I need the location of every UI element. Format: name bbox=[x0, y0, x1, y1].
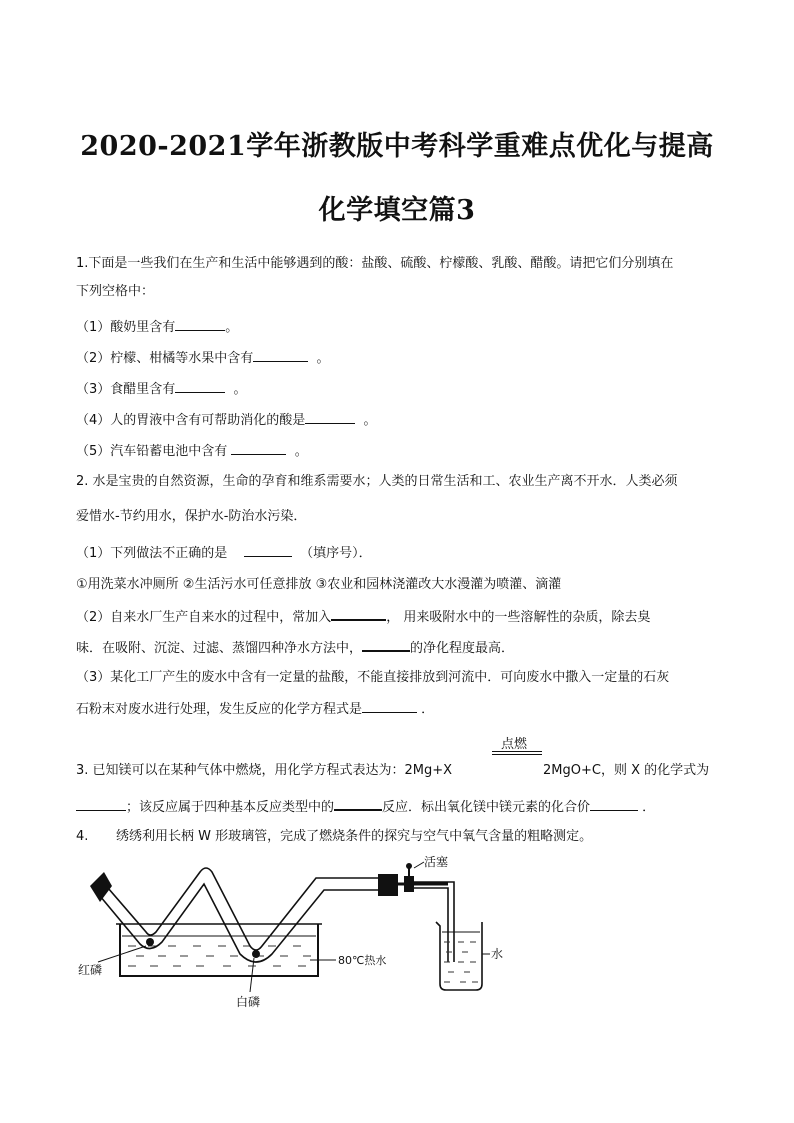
q1-item-2: （2）柠檬、柑橘等水果中含有 。 bbox=[76, 351, 330, 366]
q3-product: 2MgO+C，则 X 的化学式为 bbox=[543, 763, 710, 778]
q4-number: 4. bbox=[76, 829, 89, 844]
answer-blank[interactable] bbox=[175, 318, 225, 331]
q2-part-3-cont: 石粉末对废水进行处理，发生反应的化学方程式是 ． bbox=[76, 702, 435, 717]
q1-item-4: （4）人的胃液中含有可帮助消化的酸是 。 bbox=[76, 413, 377, 428]
answer-blank[interactable] bbox=[76, 798, 126, 811]
answer-blank[interactable] bbox=[244, 544, 292, 557]
doc-title: 2020-2021学年浙教版中考科学重难点优化与提高 bbox=[80, 131, 714, 162]
label-hot-water: 80℃热水 bbox=[338, 954, 387, 967]
apparatus-diagram bbox=[78, 850, 508, 1015]
q3-line-1: 3. 已知镁可以在某种气体中燃烧，用化学方程式表达为：2Mg+X bbox=[76, 763, 453, 778]
beaker bbox=[436, 922, 482, 990]
answer-blank[interactable] bbox=[231, 442, 286, 455]
q1-item-1: （1）酸奶里含有 。 bbox=[76, 320, 239, 335]
reaction-condition: 点燃 bbox=[501, 737, 528, 752]
q3-line-2: ；该反应属于四种基本反应类型中的 反应．标出氧化镁中镁元素的化合价 ． bbox=[76, 797, 655, 816]
answer-blank[interactable] bbox=[331, 607, 386, 621]
answer-blank[interactable] bbox=[253, 349, 308, 362]
white-phosphorus bbox=[252, 950, 260, 958]
q1-intro: 1.下面是一些我们在生产和生活中能够遇到的酸：盐酸、硫酸、柠檬酸、乳酸、醋酸。请把它们分别填在 bbox=[76, 256, 674, 271]
doc-subtitle: 化学填空篇3 bbox=[318, 195, 476, 226]
label-red-phosphorus: 红磷 bbox=[78, 963, 103, 977]
q2-part-2-cont: 味．在吸附、沉淀、过滤、蒸馏四种净水方法中， 的净化程度最高． bbox=[76, 638, 514, 657]
q1-item-3: （3）食醋里含有 。 bbox=[76, 382, 247, 397]
reaction-arrow-line bbox=[492, 754, 542, 755]
answer-blank[interactable] bbox=[590, 798, 638, 811]
answer-blank[interactable] bbox=[362, 700, 417, 713]
answer-blank[interactable] bbox=[305, 411, 355, 424]
q2-options: ①用洗菜水冲厕所 ②生活污水可任意排放 ③农业和园林浇灌改大水漫灌为喷灌、滴灌 bbox=[76, 577, 562, 592]
answer-blank[interactable] bbox=[362, 638, 410, 652]
delivery-tube bbox=[414, 882, 454, 962]
q1-item-5: （5）汽车铅蓄电池中含有 。 bbox=[76, 444, 308, 459]
q2-part-1: （1）下列做法不正确的是 （填序号）． bbox=[76, 546, 372, 561]
flame-handle bbox=[90, 872, 112, 902]
q2-intro-cont: 爱惜水-节约用水，保护水-防治水污染． bbox=[76, 509, 307, 524]
q2-part-2: （2）自来水厂生产自来水的过程中，常加入 ， 用来吸附水中的一些溶解性的杂质，除去臭 bbox=[76, 607, 650, 626]
answer-blank[interactable] bbox=[175, 380, 225, 393]
label-water: 水 bbox=[491, 947, 504, 961]
q1-intro-cont: 下列空格中： bbox=[76, 284, 155, 299]
reaction-arrow-line bbox=[492, 751, 542, 752]
label-stopcock: 活塞 bbox=[424, 855, 449, 869]
q2-part-3: （3）某化工厂产生的废水中含有一定量的盐酸，不能直接排放到河流中．可向废水中撒入一定量的石灰 bbox=[76, 670, 670, 685]
water-trough bbox=[116, 924, 322, 976]
label-white-phosphorus: 白磷 bbox=[236, 995, 261, 1009]
q4-text: 绣绣利用长柄 W 形玻璃管，完成了燃烧条件的探究与空气中氧气含量的粗略测定。 bbox=[116, 829, 593, 844]
answer-blank[interactable] bbox=[334, 797, 382, 811]
red-phosphorus bbox=[146, 938, 154, 946]
q2-intro: 2. 水是宝贵的自然资源，生命的孕育和维系需要水；人类的日常生活和工、农业生产离不开水．人类必须 bbox=[76, 474, 678, 489]
